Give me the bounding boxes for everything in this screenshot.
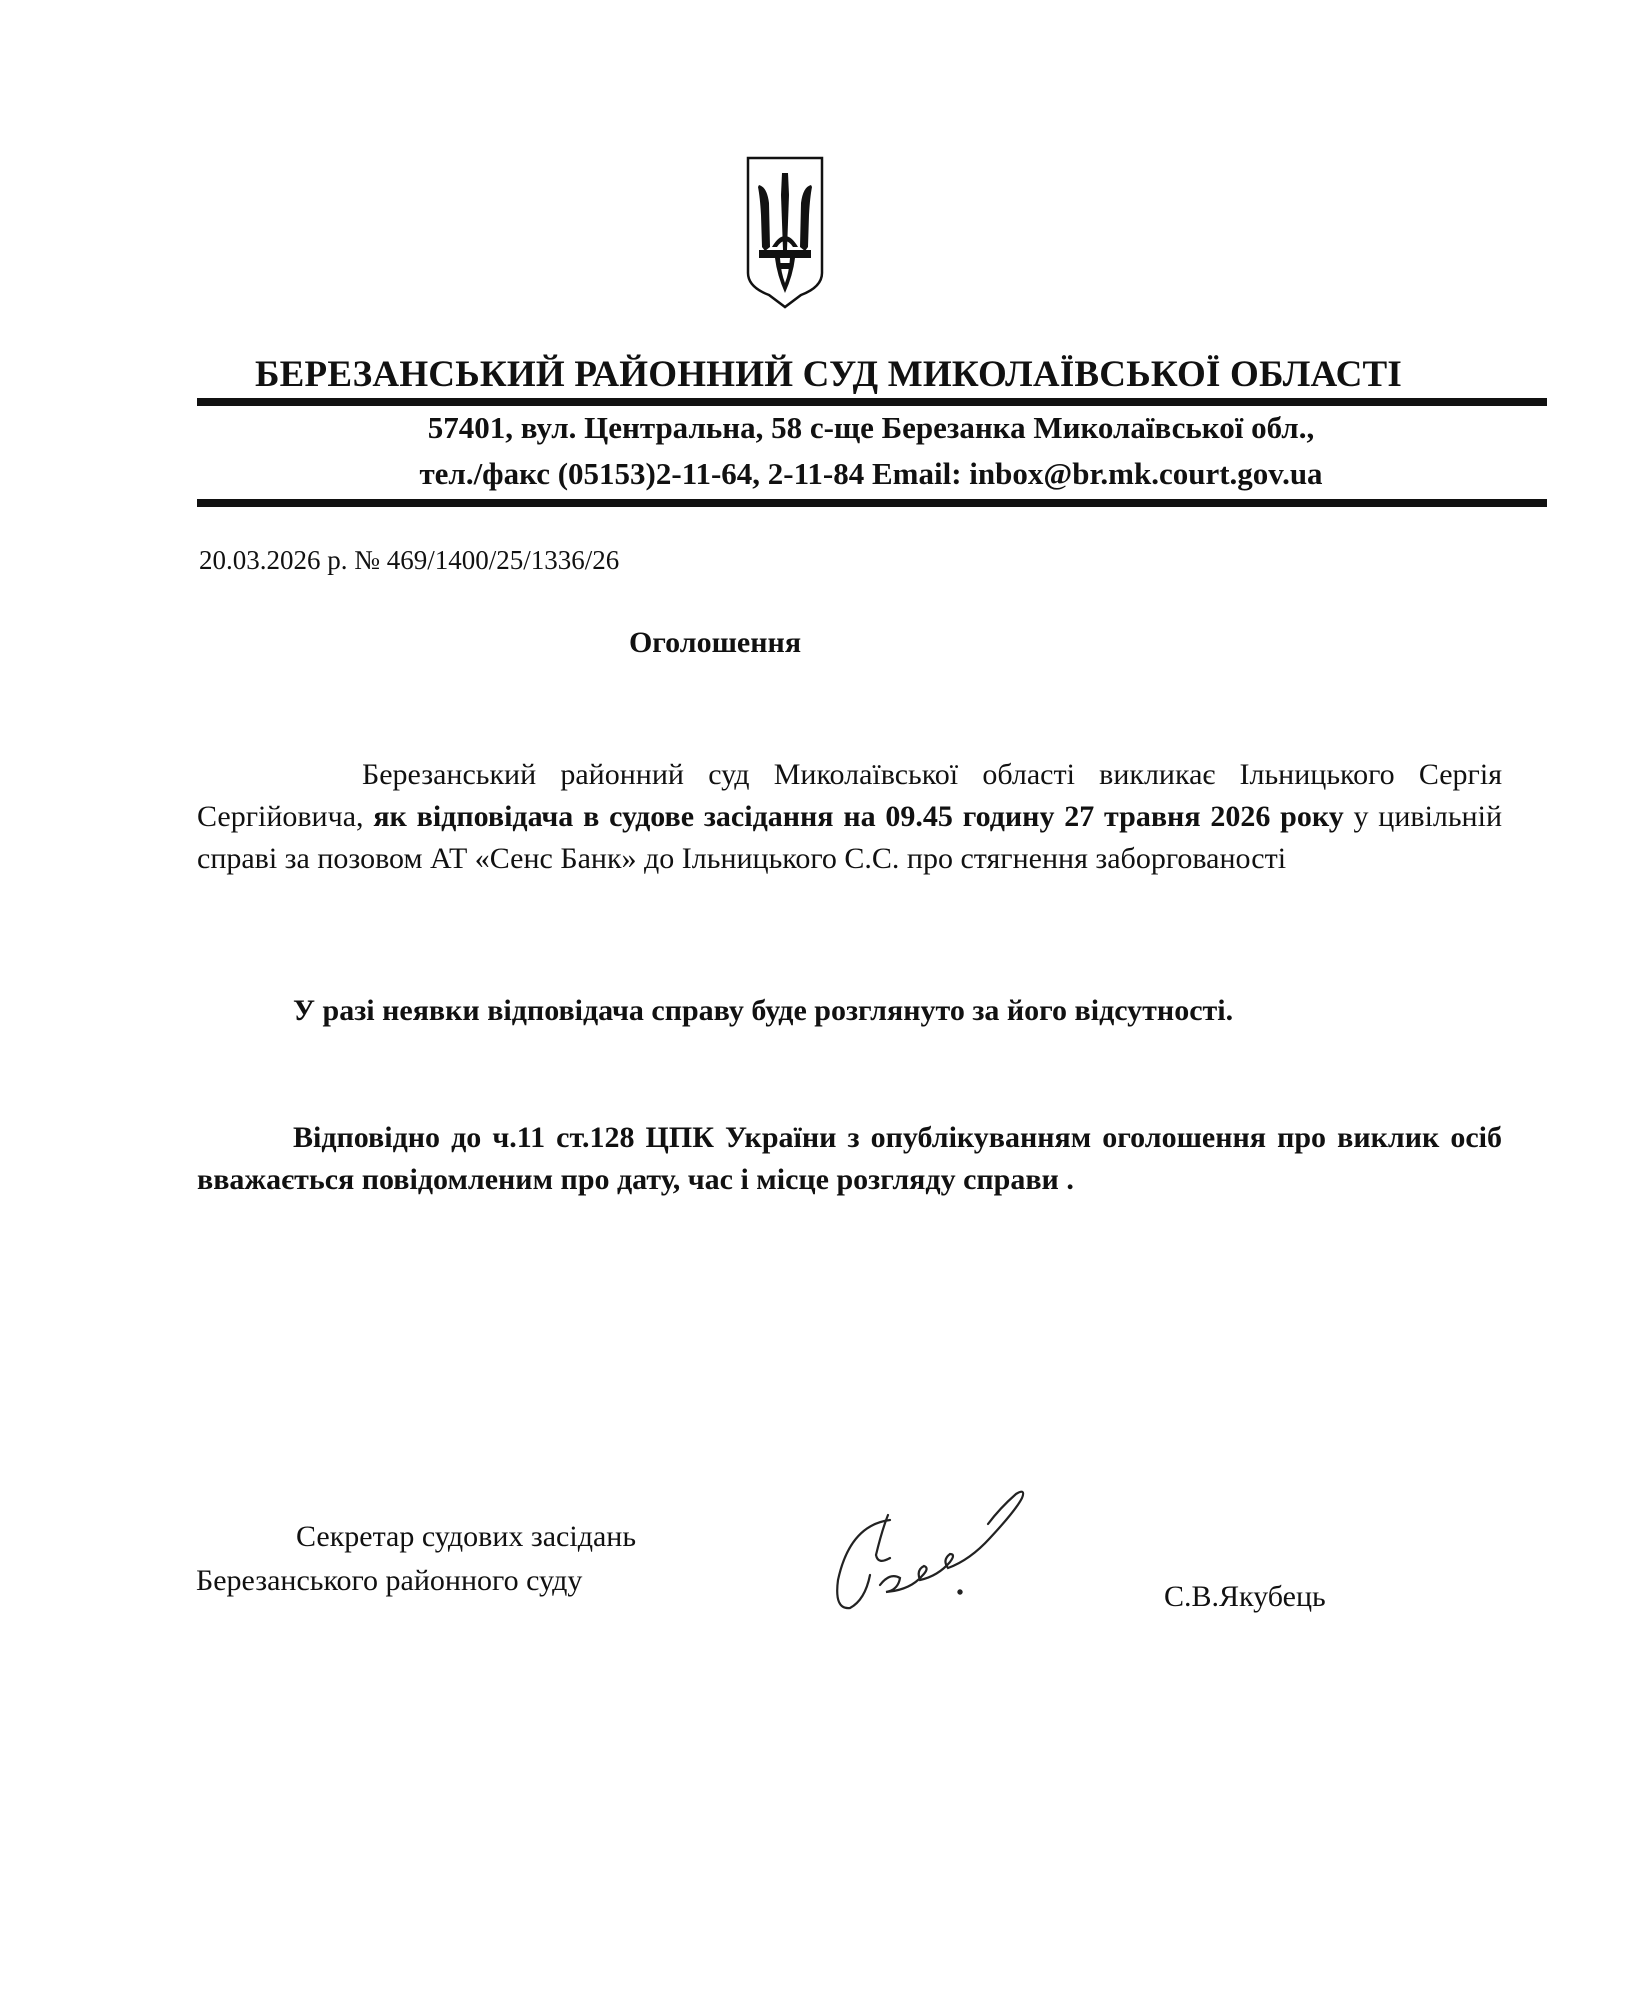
document-reference: 20.03.2026 р. № 469/1400/25/1336/26 [199,545,620,575]
summons-text-end: у цивільній справі за позовом АТ «Сенс Банк» до Ільницького С.С. про стягнення заборгованості [197,800,1502,875]
header-divider-bottom [197,499,1547,507]
header-divider-top [197,398,1547,406]
handwritten-signature [820,1480,1080,1630]
court-contacts: тел./факс (05153)2-11-64, 2-11-84 Email: inbox@br.mk.court.gov.ua [419,456,1323,491]
summons-paragraph [197,754,1502,880]
document-title: Оголошення [628,626,802,659]
absence-warning-text: У разі неявки відповідача справу буде розглянуто за його відсутності. [293,994,1234,1027]
signatory-name: С.В.Якубець [1164,1580,1326,1613]
court-address: 57401, вул. Центральна, 58 с-ще Березанка Миколаївської обл., [427,410,1315,445]
signatory-position-line2: Березанського районного суду [196,1564,583,1597]
legal-notice-text: Відповідно до ч.11 ст.128 ЦПК України з опублікуванням оголошення про виклик осіб вважається повідомленим про дату, час і місце розгляду справи . [197,1121,1502,1196]
summons-hearing-details: як відповідача в судове засідання на 09.45 годину 27 травня 2026 року [373,800,1344,833]
court-name-heading: БЕРЕЗАНСЬКИЙ РАЙОННИЙ СУД МИКОЛАЇВСЬКОЇ ОБЛАСТІ [255,354,1402,395]
signatory-position-line1: Секретар судових засідань [296,1520,637,1553]
legal-notice-paragraph [197,1117,1502,1201]
summons-text-start: Березанський районний суд Миколаївської області викликає Ільницького Сергія Сергійовича, [197,758,1502,833]
coat-of-arms-icon [745,155,825,310]
absence-warning-paragraph [197,990,1502,1032]
